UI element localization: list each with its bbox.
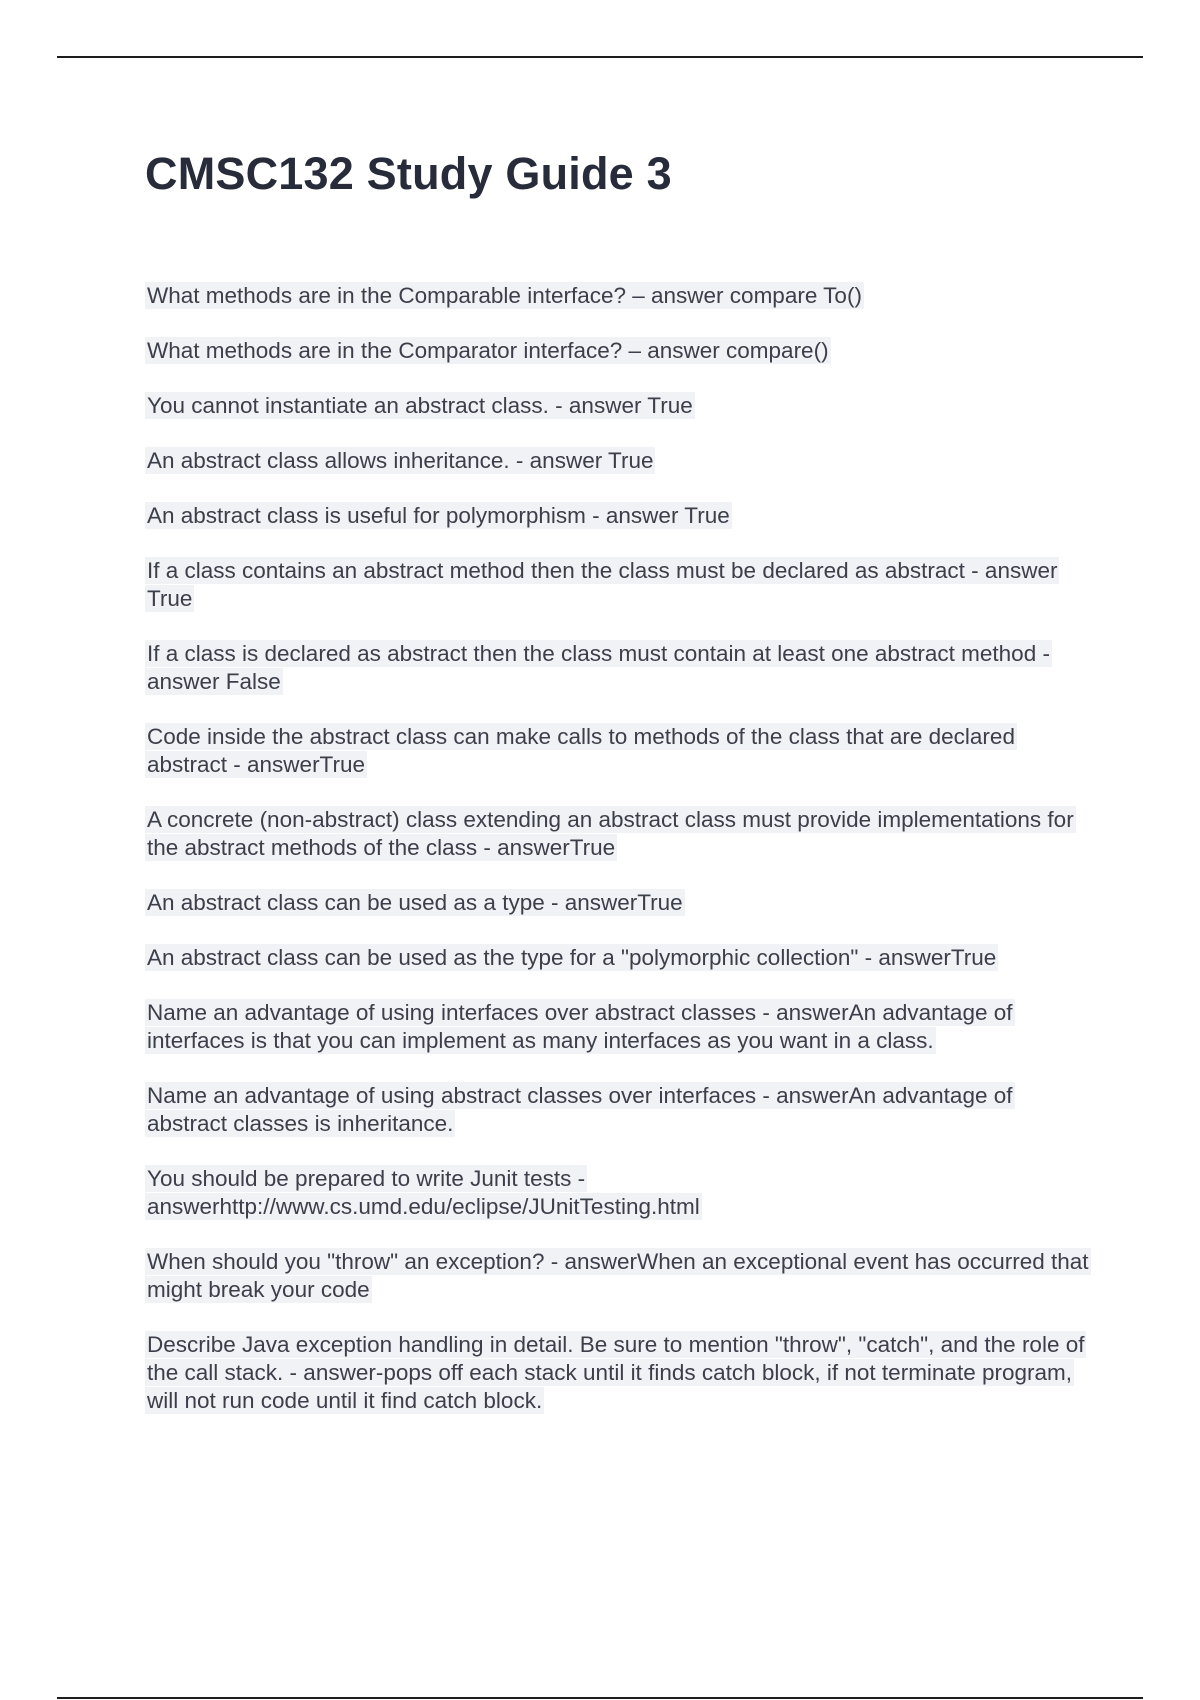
top-rule xyxy=(57,56,1143,58)
qa-text: Name an advantage of using interfaces over abstract classes - answerAn advantage of interfaces is that you can implement as many interfaces as you want in a class. xyxy=(147,1000,1013,1053)
qa-text: You cannot instantiate an abstract class. - answer True xyxy=(147,393,693,418)
qa-text: An abstract class allows inheritance. - answer True xyxy=(147,448,654,473)
qa-text: An abstract class is useful for polymorphism - answer True xyxy=(147,503,730,528)
qa-item xyxy=(145,1248,1090,1304)
qa-text: Code inside the abstract class can make calls to methods of the class that are declared abstract - answerTrue xyxy=(147,724,1015,777)
bottom-rule xyxy=(57,1697,1143,1699)
page-title: CMSC132 Study Guide 3 xyxy=(145,148,672,199)
qa-item xyxy=(145,723,1090,779)
qa-text: What methods are in the Comparable interface? – answer compare To() xyxy=(147,283,862,308)
qa-text: If a class contains an abstract method then the class must be declared as abstract - answer True xyxy=(147,558,1058,611)
qa-text: Name an advantage of using abstract classes over interfaces - answerAn advantage of abstract classes is inheritance. xyxy=(147,1083,1013,1136)
qa-text: What methods are in the Comparator interface? – answer compare() xyxy=(147,338,829,363)
qa-text: When should you "throw" an exception? - answerWhen an exceptional event has occurred that might break your code xyxy=(147,1249,1089,1302)
qa-item xyxy=(145,944,1090,972)
qa-item xyxy=(145,502,1090,530)
qa-item xyxy=(145,1165,1090,1221)
qa-item xyxy=(145,640,1090,696)
qa-item xyxy=(145,337,1090,365)
qa-text: If a class is declared as abstract then the class must contain at least one abstract method - answer False xyxy=(147,641,1050,694)
qa-item xyxy=(145,557,1090,613)
qa-item xyxy=(145,392,1090,420)
qa-text: Describe Java exception handling in detail. Be sure to mention "throw", "catch", and the role of the call stack. - answer-pops off each stack until it finds catch block, if not terminate program, will not run code until it find catch block. xyxy=(147,1332,1085,1413)
qa-text: A concrete (non-abstract) class extending an abstract class must provide implementations for the abstract methods of the class - answerTrue xyxy=(147,807,1074,860)
qa-item xyxy=(145,806,1090,862)
qa-item xyxy=(145,1331,1090,1415)
qa-list xyxy=(145,282,1090,1442)
qa-text: An abstract class can be used as the type for a "polymorphic collection" - answerTrue xyxy=(147,945,997,970)
qa-text: An abstract class can be used as a type - answerTrue xyxy=(147,890,683,915)
qa-text: You should be prepared to write Junit tests - answerhttp://www.cs.umd.edu/eclipse/JUnitTesting.html xyxy=(147,1166,700,1219)
qa-item xyxy=(145,889,1090,917)
qa-item xyxy=(145,999,1090,1055)
qa-item xyxy=(145,1082,1090,1138)
qa-item xyxy=(145,282,1090,310)
qa-item xyxy=(145,447,1090,475)
